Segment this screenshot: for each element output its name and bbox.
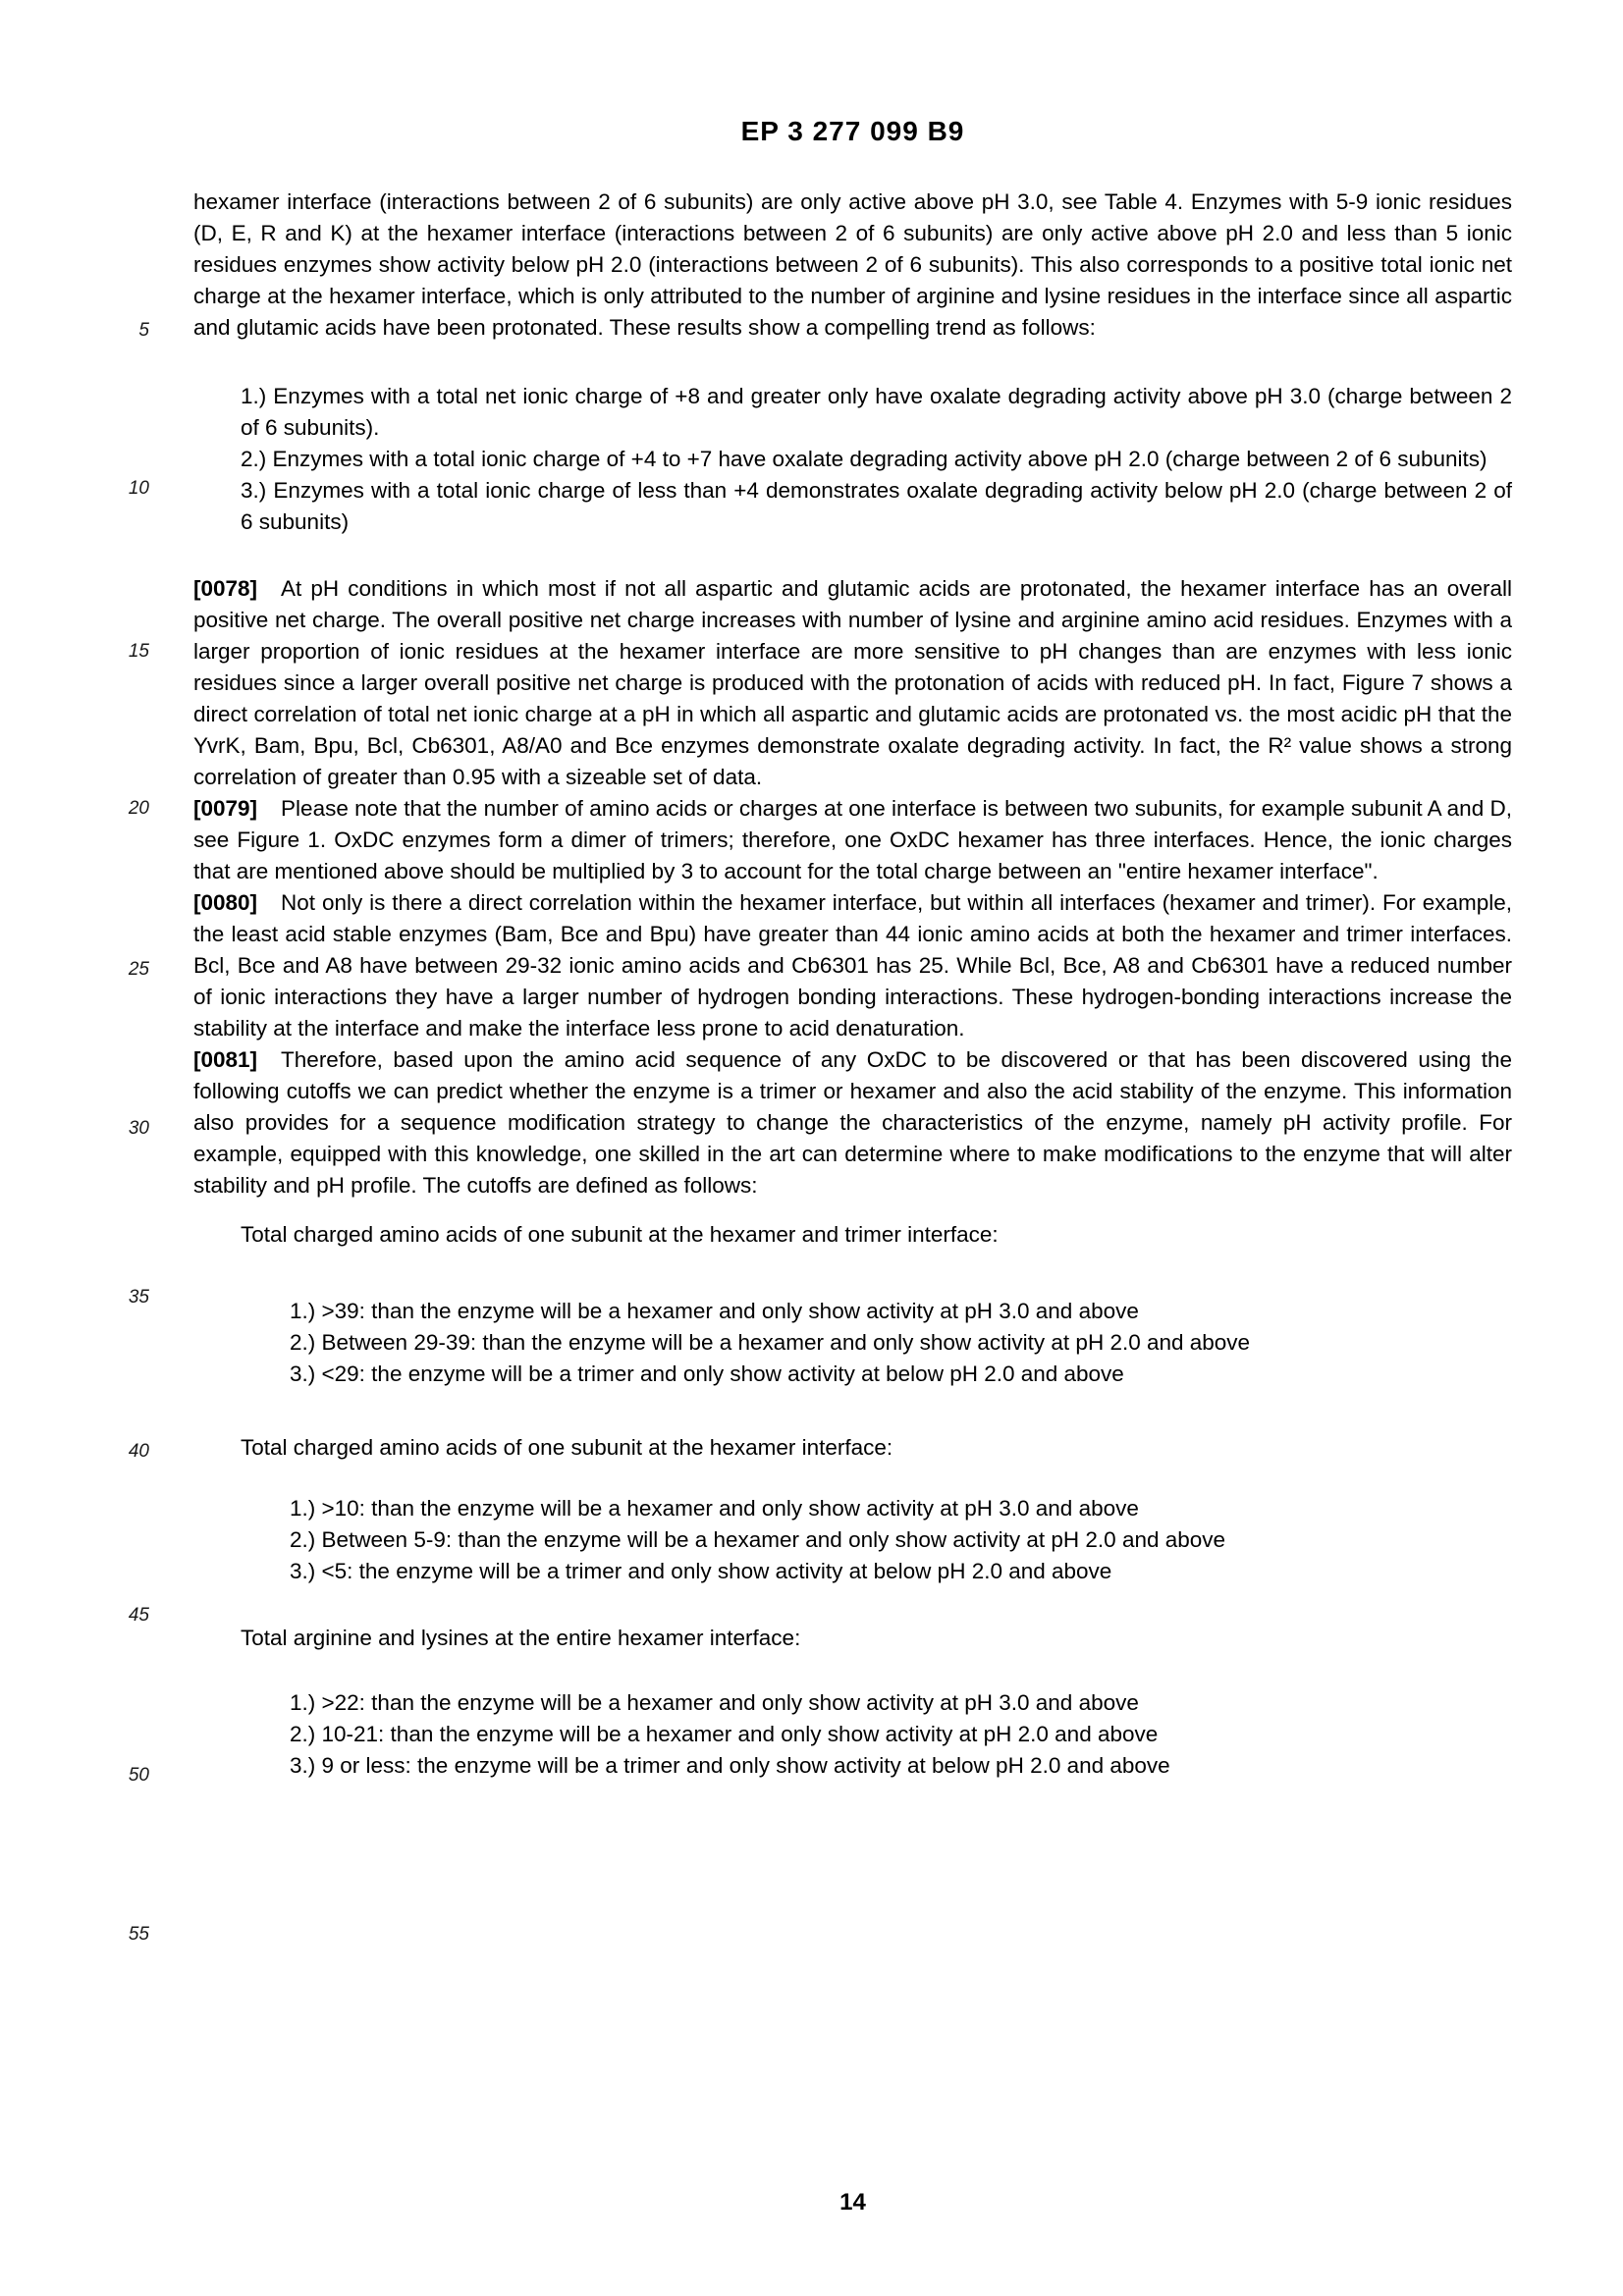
trend-list [241,381,1512,538]
margin-line-number: 55 [128,1924,149,1945]
trend-list-item: 2.) Enzymes with a total ionic charge of +4 to +7 have oxalate degrading activity above pH 2.0 (charge between 2 of 6 subunits) [241,447,1488,471]
paragraph-text: At pH conditions in which most if not all aspartic and glutamic acids are protonated, the hexamer interface has an overall positive net charge. The overall positive net charge increases with number of lysine and arginine amino acid residues. Enzymes with a larger proportion of ionic residues at the hexamer interface are more sensitive to pH changes than are enzymes with less ionic residues since a larger overall positive net charge is produced with the protonation of acids with reduced pH. In fact, Figure 7 shows a direct correlation of total net ionic charge at a pH in which all aspartic and glutamic acids are protonated vs. the most acidic pH that the YvrK, Bam, Bpu, Bcl, Cb6301, A8/A0 and Bce enzymes demonstrate oxalate degrading activity. In fact, the R² value shows a strong correlation of greater than 0.95 with a sizeable set of data. [193,576,1512,789]
cutoff-list-item: 3.) 9 or less: the enzyme will be a trimer and only show activity at below pH 2.0 and above [290,1753,1170,1778]
paragraph-tag: [0081] [193,1047,258,1072]
cutoff-list-item: 3.) <29: the enzyme will be a trimer and only show activity at below pH 2.0 and above [290,1362,1124,1386]
margin-line-number: 35 [128,1287,149,1308]
numbered-paragraphs [193,573,1512,1201]
margin-line-number: 20 [128,798,149,819]
cutoff-list-item: 2.) 10-21: than the enzyme will be a hexamer and only show activity at pH 2.0 and above [290,1722,1159,1746]
paragraph-text: Please note that the number of amino acids or charges at one interface is between two subunits, for example subunit A and D, see Figure 1. OxDC enzymes form a dimer of trimers; therefore, one OxDC hexamer has three interfaces. Hence, the ionic charges that are mentioned above should be multiplied by 3 to account for the total charge between an "entire hexamer interface". [193,796,1512,883]
cutoff-list-item: 1.) >10: than the enzyme will be a hexamer and only show activity at pH 3.0 and above [290,1496,1139,1521]
paragraph-0081 [193,1044,1512,1201]
trend-list-item: 3.) Enzymes with a total ionic charge of less than +4 demonstrates oxalate degrading activity below pH 2.0 (charge between 2 of 6 subunits) [241,478,1512,534]
cutoff-list [290,1687,1512,1782]
margin-line-number: 15 [128,641,149,662]
margin-line-number: 50 [128,1765,149,1786]
cutoff-list-item: 2.) Between 29-39: than the enzyme will be a hexamer and only show activity at pH 2.0 and above [290,1330,1251,1355]
cutoff-list-item: 1.) >22: than the enzyme will be a hexamer and only show activity at pH 3.0 and above [290,1690,1139,1715]
cutoff-heading: Total charged amino acids of one subunit at the hexamer and trimer interface: [241,1222,999,1247]
cutoff-list-item: 1.) >39: than the enzyme will be a hexamer and only show activity at pH 3.0 and above [290,1299,1139,1323]
margin-line-number: 40 [128,1441,149,1462]
paragraph-tag: [0080] [193,890,258,915]
cutoff-list-item: 2.) Between 5-9: than the enzyme will be a hexamer and only show activity at pH 2.0 and above [290,1527,1226,1552]
paragraph-text: Therefore, based upon the amino acid sequence of any OxDC to be discovered or that has been discovered using the following cutoffs we can predict whether the enzyme is a trimer or hexamer and also the acid stability of the enzyme. This information also provides for a sequence modification strategy to change the characteristics of the enzyme, namely pH activity profile. For example, equipped with this knowledge, one skilled in the art can determine where to make modifications to the enzyme that will alter stability and pH profile. The cutoffs are defined as follows: [193,1047,1512,1198]
margin-line-number: 5 [138,320,149,341]
trend-list-item: 1.) Enzymes with a total net ionic charge of +8 and greater only have oxalate degrading activity above pH 3.0 (charge between 2 of 6 subunits). [241,384,1512,440]
paragraph-tag: [0078] [193,576,258,601]
cutoff-heading: Total charged amino acids of one subunit at the hexamer interface: [241,1435,893,1460]
cutoff-list [290,1493,1512,1587]
patent-number-header: EP 3 277 099 B9 [740,116,965,146]
intro-paragraph: hexamer interface (interactions between 2 of 6 subunits) are only active above pH 3.0, see Table 4. Enzymes with 5-9 ionic residues (D, E, R and K) at the hexamer interface (interactions between 2 of 6 subunits) are only active above pH 2.0 and less than 5 ionic residues enzymes show activity below pH 2.0 (interactions between 2 of 6 subunits). This also corresponds to a positive total ionic net charge at the hexamer interface, which is only attributed to the number of arginine and lysine residues in the interface since all aspartic and glutamic acids have been protonated. These results show a compelling trend as follows: [193,189,1512,340]
cutoff-list [290,1296,1512,1390]
margin-line-number: 10 [128,478,149,499]
paragraph-0079 [193,793,1512,887]
page-number: 14 [839,2189,866,2216]
paragraph-0080 [193,887,1512,1044]
paragraph-tag: [0079] [193,796,258,821]
margin-line-number: 25 [128,959,149,980]
margin-line-number: 30 [128,1118,149,1139]
document-body [193,187,1512,1782]
cutoff-list-item: 3.) <5: the enzyme will be a trimer and only show activity at below pH 2.0 and above [290,1559,1112,1583]
paragraph-0078 [193,573,1512,793]
paragraph-text: Not only is there a direct correlation within the hexamer interface, but within all interfaces (hexamer and trimer). For example, the least acid stable enzymes (Bam, Bce and Bpu) have greater than 44 ionic amino acids at both the hexamer and trimer interfaces. Bcl, Bce and A8 have between 29-32 ionic amino acids and Cb6301 has 25. While Bcl, Bce, A8 and Cb6301 have a reduced number of ionic interactions they have a larger number of hydrogen bonding interactions. These hydrogen-bonding interactions increase the stability at the interface and make the interface less prone to acid denaturation. [193,890,1512,1041]
margin-line-number: 45 [128,1605,149,1626]
cutoff-heading: Total arginine and lysines at the entire hexamer interface: [241,1626,801,1650]
